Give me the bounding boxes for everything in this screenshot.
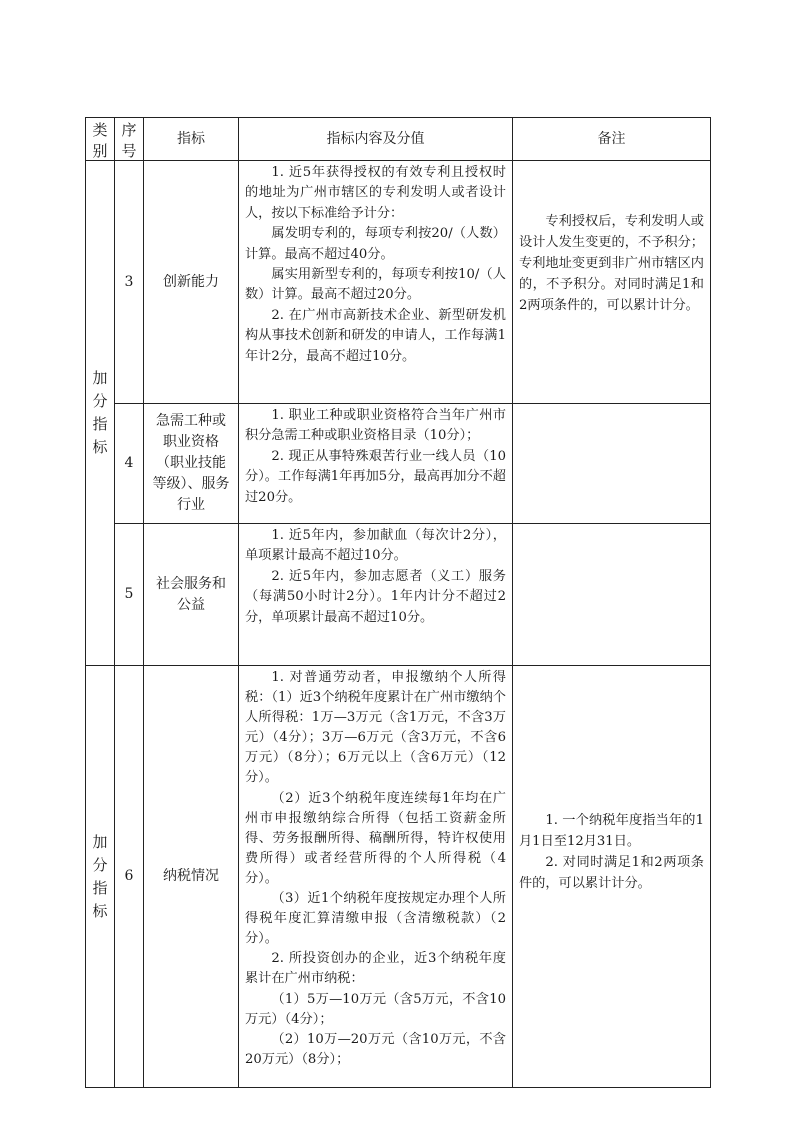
row-6-index-text: 6 — [124, 868, 134, 884]
header-indicator — [143, 117, 239, 161]
row-3-content-p4: 2. 在广州市高新技术企业、新型研发机构从事技术创新和研发的申请人，工作每满1年计2分，最高不超过10分。 — [245, 307, 506, 364]
category-cell-2 — [85, 665, 115, 1088]
category-1-char-2: 分 — [92, 392, 108, 410]
row-3-remark-p1: 专利授权后，专利发明人或设计人发生变更的，不予积分；专利地址变更到非广州市辖区内的，不予积分。对同时满足1和2两项条件的，可以累计计分。 — [519, 214, 704, 313]
header-indicator-text: 指标 — [177, 131, 205, 147]
row-4-index-text: 4 — [124, 455, 134, 471]
header-index-2: 号 — [121, 141, 137, 160]
row-4-content-p1: 1. 职业工种或职业资格符合当年广州市积分急需工种或职业资格目录（10分）； — [245, 408, 506, 444]
header-content-text: 指标内容及分值 — [326, 131, 425, 147]
category-1-char-4: 标 — [92, 438, 108, 456]
header-index — [114, 117, 144, 161]
row-3-index-text: 3 — [124, 273, 134, 290]
row-4-indicator-text: 急需工种或职业资格（职业技能等级）、服务行业 — [152, 413, 230, 513]
row-3-content-p2: 属发明专利的，每项专利按20/（人数）计算。最高不超过40分。 — [245, 226, 506, 262]
row-5-content-p2: 2. 近5年内，参加志愿者（义工）服务（每满50小时计2分）。1年内计分不超过2分，单项累计最高不超过10分。 — [245, 568, 506, 625]
row-5-indicator — [143, 523, 239, 666]
header-index-1: 序 — [121, 120, 137, 139]
row-5-indicator-text: 社会服务和公益 — [156, 575, 226, 613]
row-6-content-p3: （3）近1个纳税年度按规定办理个人所得税年度汇算清缴申报（含清缴税款）（2分）。 — [245, 891, 506, 947]
row-4-content-p2: 2. 现正从事特殊艰苦行业一线人员（10分）。工作每满1年再加5分，最高再加分不超过20分。 — [245, 448, 506, 505]
header-category-2: 别 — [92, 141, 108, 160]
row-6-remark — [512, 665, 711, 1088]
category-cell-1 — [85, 160, 115, 666]
row-6-indicator — [143, 665, 239, 1088]
row-6-remark-p1: 1. 一个纳税年度指当年的1月1日至12月31日。 — [519, 813, 704, 849]
category-1-char-3: 指 — [92, 415, 108, 433]
header-remark — [512, 117, 711, 161]
row-5-content-p1: 1. 近5年内，参加献血（每次计2分），单项累计最高不超过10分。 — [245, 528, 506, 564]
row-6-content-p6: （2）10万—20万元（含10万元，不含20万元）（8分）； — [245, 1031, 506, 1067]
row-3-remark — [512, 160, 711, 404]
row-6-remark-p2: 2. 对同时满足1和2两项条件的，可以累计计分。 — [519, 855, 704, 891]
category-2-char-3: 指 — [92, 878, 108, 897]
row-6-content-p1: 1. 对普通劳动者，申报缴纳个人所得税：（1）近3个纳税年度累计在广州市缴纳个人所得税：1万—3万元（含1万元，不含3万元）（4分）；3万—6万元（含3万元，不含6万元）（8分）；6万元以上（含6万元）（12分）。 — [245, 670, 506, 786]
row-3-content-p1: 1. 近5年获得授权的有效专利且授权时的地址为广州市辖区的专利发明人或者设计人，按以下标准给予计分： — [245, 165, 506, 221]
category-1-char-1: 加 — [92, 369, 108, 387]
row-5-content — [238, 523, 513, 666]
row-6-content-p2: （2）近3个纳税年度连续每1年均在广州市申报缴纳综合所得（包括工资薪金所得、劳务报酬所得、稿酬所得，特许权使用费所得）或者经营所得的个人所得税（4分）。 — [245, 790, 506, 886]
row-5-remark — [512, 523, 711, 666]
header-remark-text: 备注 — [597, 131, 626, 147]
header-category — [85, 117, 115, 161]
row-6-indicator-text: 纳税情况 — [163, 868, 219, 884]
row-6-content-p4: 2. 所投资创办的企业，近3个纳税年度累计在广州市纳税： — [245, 951, 506, 987]
header-content — [238, 117, 513, 161]
row-4-index — [114, 403, 144, 524]
row-6-index — [114, 665, 144, 1088]
row-6-content — [238, 665, 513, 1088]
row-4-content — [238, 403, 513, 524]
category-2-char-2: 分 — [92, 855, 108, 874]
header-category-1: 类 — [92, 120, 108, 139]
row-3-content — [238, 160, 513, 404]
row-3-indicator-text: 创新能力 — [163, 273, 219, 290]
row-3-index — [114, 160, 144, 404]
row-3-content-p3: 属实用新型专利的，每项专利按10/（人数）计算。最高不超过20分。 — [245, 267, 506, 303]
row-5-index-text: 5 — [124, 586, 134, 602]
row-3-indicator — [143, 160, 239, 404]
row-5-index — [114, 523, 144, 666]
category-2-char-1: 加 — [92, 832, 108, 851]
row-4-indicator — [143, 403, 239, 524]
category-2-char-4: 标 — [92, 901, 108, 920]
row-6-content-p5: （1）5万—10万元（含5万元，不含10万元）（4分）； — [245, 991, 506, 1027]
row-4-remark — [512, 403, 711, 524]
